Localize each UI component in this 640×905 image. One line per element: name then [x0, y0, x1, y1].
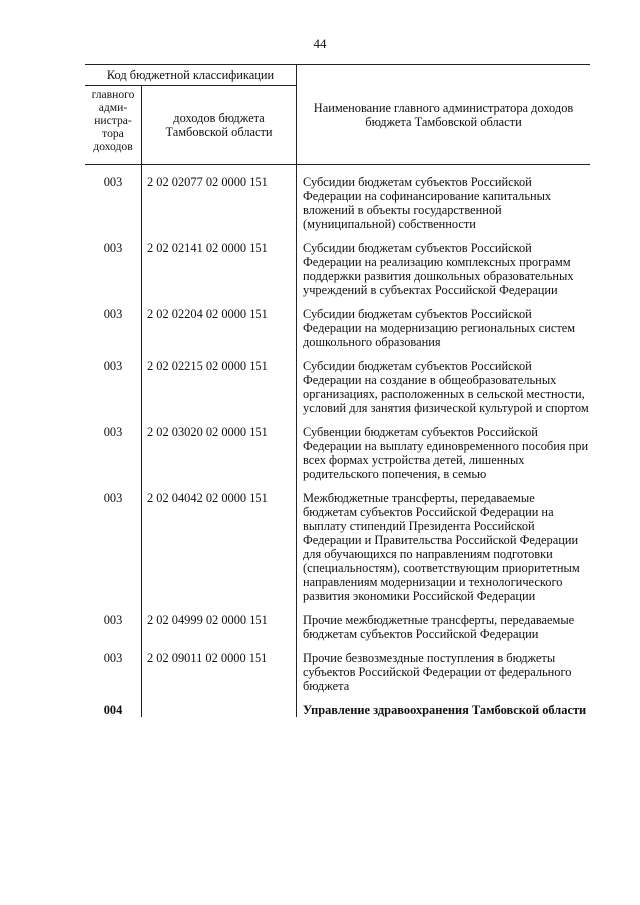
column-divider — [296, 165, 297, 717]
table-row — [85, 425, 590, 481]
row-name: Прочие безвозмездные поступления в бюджеты субъектов Российской Федерации от федерального бюджета — [303, 651, 572, 693]
header-income-code — [142, 86, 296, 164]
header-code-group: Код бюджетной классификации — [85, 65, 296, 86]
row-name: Прочие межбюджетные трансферты, передаваемые бюджетам субъектов Российской Федерации — [303, 613, 575, 641]
header-income-code-text: доходов бюджета Тамбовской области — [165, 111, 273, 139]
row-name: Управление здравоохранения Тамбовской области — [303, 703, 587, 717]
row-name: Субсидии бюджетам субъектов Российской Федерации на создание в общеобразовательных организациях, расположенных в сельской местности, условий для занятия физической культурой и спортом — [303, 359, 589, 415]
row-income-code: 2 02 02077 02 0000 151 — [147, 175, 268, 189]
row-admin-code: 003 — [103, 651, 123, 665]
header-admin-name-text: Наименование главного администратора доходов бюджета Тамбовской области — [313, 100, 574, 129]
row-admin-code: 003 — [103, 491, 123, 505]
row-name: Субсидии бюджетам субъектов Российской Федерации на софинансирование капитальных вложений в объекты государственной (муниципальной) собственности — [303, 175, 552, 231]
row-income-code: 2 02 02141 02 0000 151 — [147, 241, 268, 255]
table-row — [85, 491, 590, 603]
table-body — [85, 165, 590, 717]
page-number: 44 — [313, 36, 327, 51]
row-income-code: 2 02 09011 02 0000 151 — [147, 651, 268, 665]
row-name: Субвенции бюджетам субъектов Российской Федерации на выплату единовременного пособия при всех формах устройства детей, лишенных родительского попечения, в семью — [303, 425, 589, 481]
budget-classification-table — [85, 64, 590, 727]
row-admin-code: 003 — [103, 241, 123, 255]
row-admin-code: 003 — [103, 307, 123, 321]
column-divider — [141, 165, 142, 717]
row-admin-code: 004 — [103, 703, 123, 717]
column-divider — [296, 65, 297, 164]
table-row — [85, 359, 590, 415]
table-row — [85, 307, 590, 349]
row-admin-code: 003 — [103, 425, 123, 439]
row-income-code: 2 02 03020 02 0000 151 — [147, 425, 268, 439]
row-name: Субсидии бюджетам субъектов Российской Федерации на модернизацию региональных систем дошкольного образования — [303, 307, 576, 349]
table-row — [85, 241, 590, 297]
row-admin-code: 003 — [103, 175, 123, 189]
header-admin-name — [297, 65, 590, 164]
row-income-code: 2 02 04999 02 0000 151 — [147, 613, 268, 627]
table-row — [85, 613, 590, 641]
column-divider — [141, 86, 142, 164]
row-admin-code: 003 — [103, 359, 123, 373]
table-header — [85, 64, 590, 165]
row-income-code: 2 02 04042 02 0000 151 — [147, 491, 268, 505]
row-admin-code: 003 — [103, 613, 123, 627]
row-income-code: 2 02 02215 02 0000 151 — [147, 359, 268, 373]
header-admin-code: главного адми-нистра-тора доходов — [91, 88, 135, 153]
table-row — [85, 703, 590, 717]
row-name: Межбюджетные трансферты, передаваемые бюджетам субъектов Российской Федерации на выплату стипендий Президента Российской Федерации и Правительства Российской Федерации для обучающихся по направлениям подготовки (специальностям), соответствующим приоритетным направлениям модернизации и технологического развития экономики Российской Федерации — [303, 491, 580, 603]
table-row — [85, 651, 590, 693]
row-name: Субсидии бюджетам субъектов Российской Федерации на реализацию комплексных программ поддержки развития дошкольных образовательных учреждений в субъектах Российской Федерации — [303, 241, 574, 297]
row-income-code: 2 02 02204 02 0000 151 — [147, 307, 268, 321]
table-row — [85, 175, 590, 231]
